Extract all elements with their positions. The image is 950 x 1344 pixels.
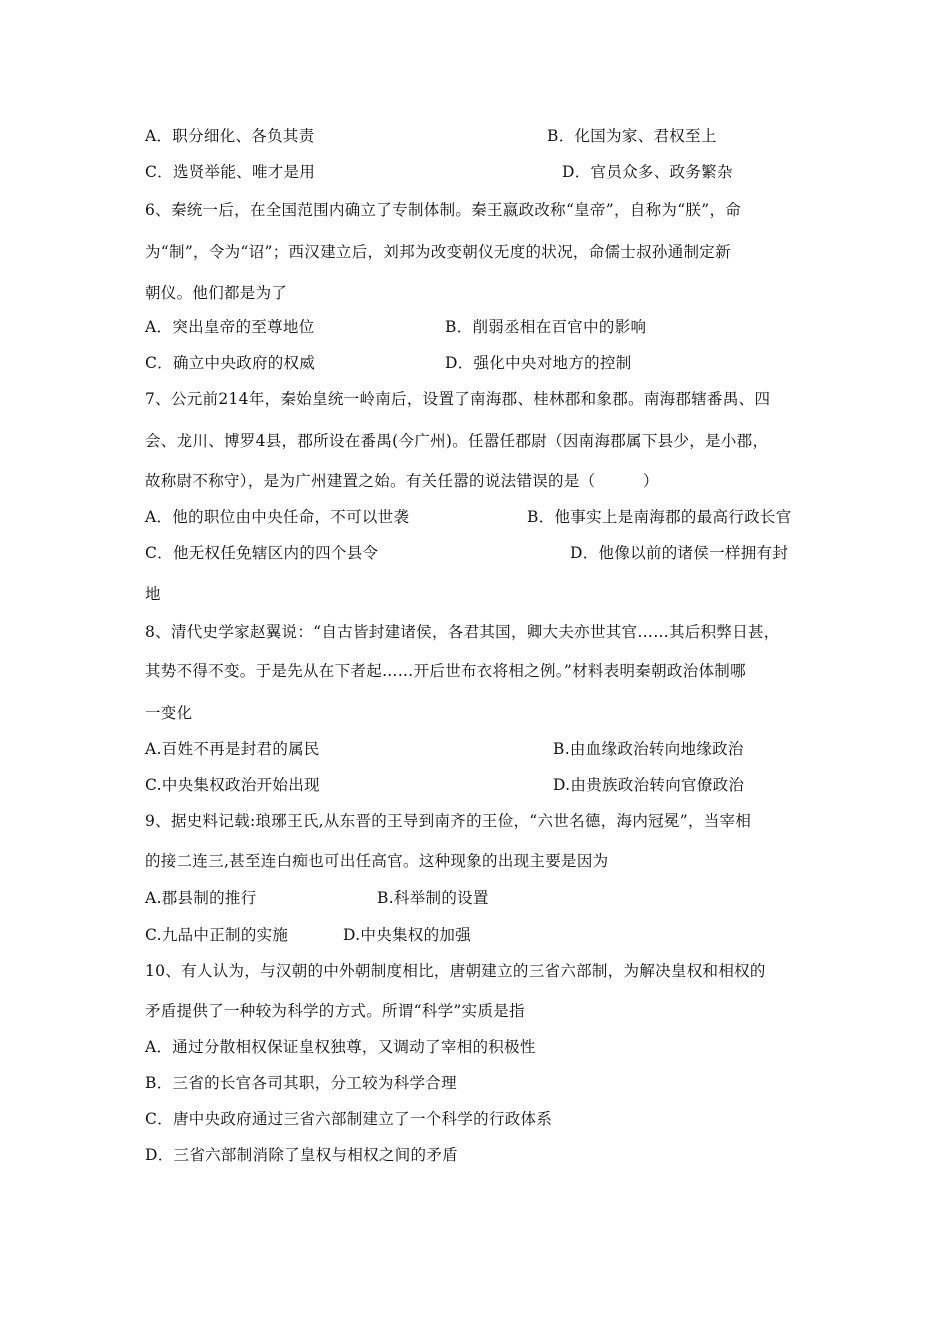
q7-stem-line1: 7、公元前214年，秦始皇统一岭南后，设置了南海郡、桂林郡和象郡。南海郡辖番禺、四 (145, 390, 771, 408)
q5-option-b: B．化国为家、君权至上 (547, 127, 717, 145)
q6-option-d: D．强化中央对地方的控制 (445, 354, 632, 372)
q7-option-d: D．他像以前的诸侯一样拥有封 (570, 544, 789, 562)
q7-option-c: C．他无权任免辖区内的四个县令 (145, 544, 379, 562)
q9-option-a: A.郡县制的推行 (145, 889, 257, 907)
q7-stem-line3: 故称尉不称守），是为广州建置之始。有关任嚣的说法错误的是（ ） (145, 472, 659, 490)
q10-option-d: D．三省六部制消除了皇权与相权之间的矛盾 (145, 1146, 458, 1164)
q9-option-d: D.中央集权的加强 (343, 926, 472, 944)
q7-option-b: B．他事实上是南海郡的最高行政长官 (527, 508, 792, 526)
q10-stem-line1: 10、有人认为，与汉朝的中外朝制度相比，唐朝建立的三省六部制，为解决皇权和相权的 (145, 962, 766, 980)
q10-option-b: B．三省的长官各司其职，分工较为科学合理 (145, 1074, 457, 1092)
q10-option-c: C．唐中央政府通过三省六部制建立了一个科学的行政体系 (145, 1110, 553, 1128)
q8-stem-line1: 8、清代史学家赵翼说：“自古皆封建诸侯，各君其国，卿大夫亦世其官……其后积弊日甚， (145, 623, 780, 641)
q10-stem-line2: 矛盾提供了一种较为科学的方式。所谓“科学”实质是指 (145, 1002, 525, 1020)
q9-option-c: C.九品中正制的实施 (145, 926, 289, 944)
q5-option-d: D．官员众多、政务繁杂 (562, 163, 733, 181)
q6-option-a: A．突出皇帝的至尊地位 (145, 318, 315, 336)
q5-option-c: C．选贤举能、唯才是用 (145, 163, 316, 181)
q6-stem-line3: 朝仪。他们都是为了 (145, 284, 288, 302)
q6-option-c: C．确立中央政府的权威 (145, 354, 316, 372)
q6-option-b: B．削弱丞相在百官中的影响 (445, 318, 647, 336)
q9-stem-line2: 的接二连三,甚至连白痴也可出任高官。这种现象的出现主要是因为 (145, 852, 609, 870)
q7-option-d-continued: 地 (145, 585, 161, 603)
q7-stem-line2: 会、龙川、博罗4县，郡所设在番禺(今广州)。任嚣任郡尉（因南海郡属下县少，是小郡， (145, 432, 769, 450)
q7-option-a: A．他的职位由中央任命，不可以世袭 (145, 508, 410, 526)
q8-option-a: A.百姓不再是封君的属民 (145, 740, 320, 758)
q9-option-b: B.科举制的设置 (377, 889, 489, 907)
q6-stem-line2: 为“制”，令为“诏”；西汉建立后，刘邦为改变朝仪无度的状况，命儒士叔孙通制定新 (145, 243, 731, 261)
q8-stem-line2: 其势不得不变。于是先从在下者起……开后世布衣将相之例。”材料表明秦朝政治体制哪 (145, 662, 746, 680)
q8-option-b: B.由血缘政治转向地缘政治 (553, 740, 744, 758)
q8-stem-line3: 一变化 (145, 704, 193, 722)
q8-option-c: C.中央集权政治开始出现 (145, 776, 320, 794)
q5-option-a: A．职分细化、各负其责 (145, 127, 315, 145)
q6-stem-line1: 6、秦统一后，在全国范围内确立了专制体制。秦王嬴政改称“皇帝”，自称为“朕”，命 (145, 201, 742, 219)
q10-option-a: A．通过分散相权保证皇权独尊，又调动了宰相的积极性 (145, 1038, 536, 1056)
q9-stem-line1: 9、据史料记载:琅琊王氏,从东晋的王导到南齐的王俭，“六世名德，海内冠冕”，当宰相 (145, 812, 752, 830)
q8-option-d: D.由贵族政治转向官僚政治 (553, 776, 745, 794)
